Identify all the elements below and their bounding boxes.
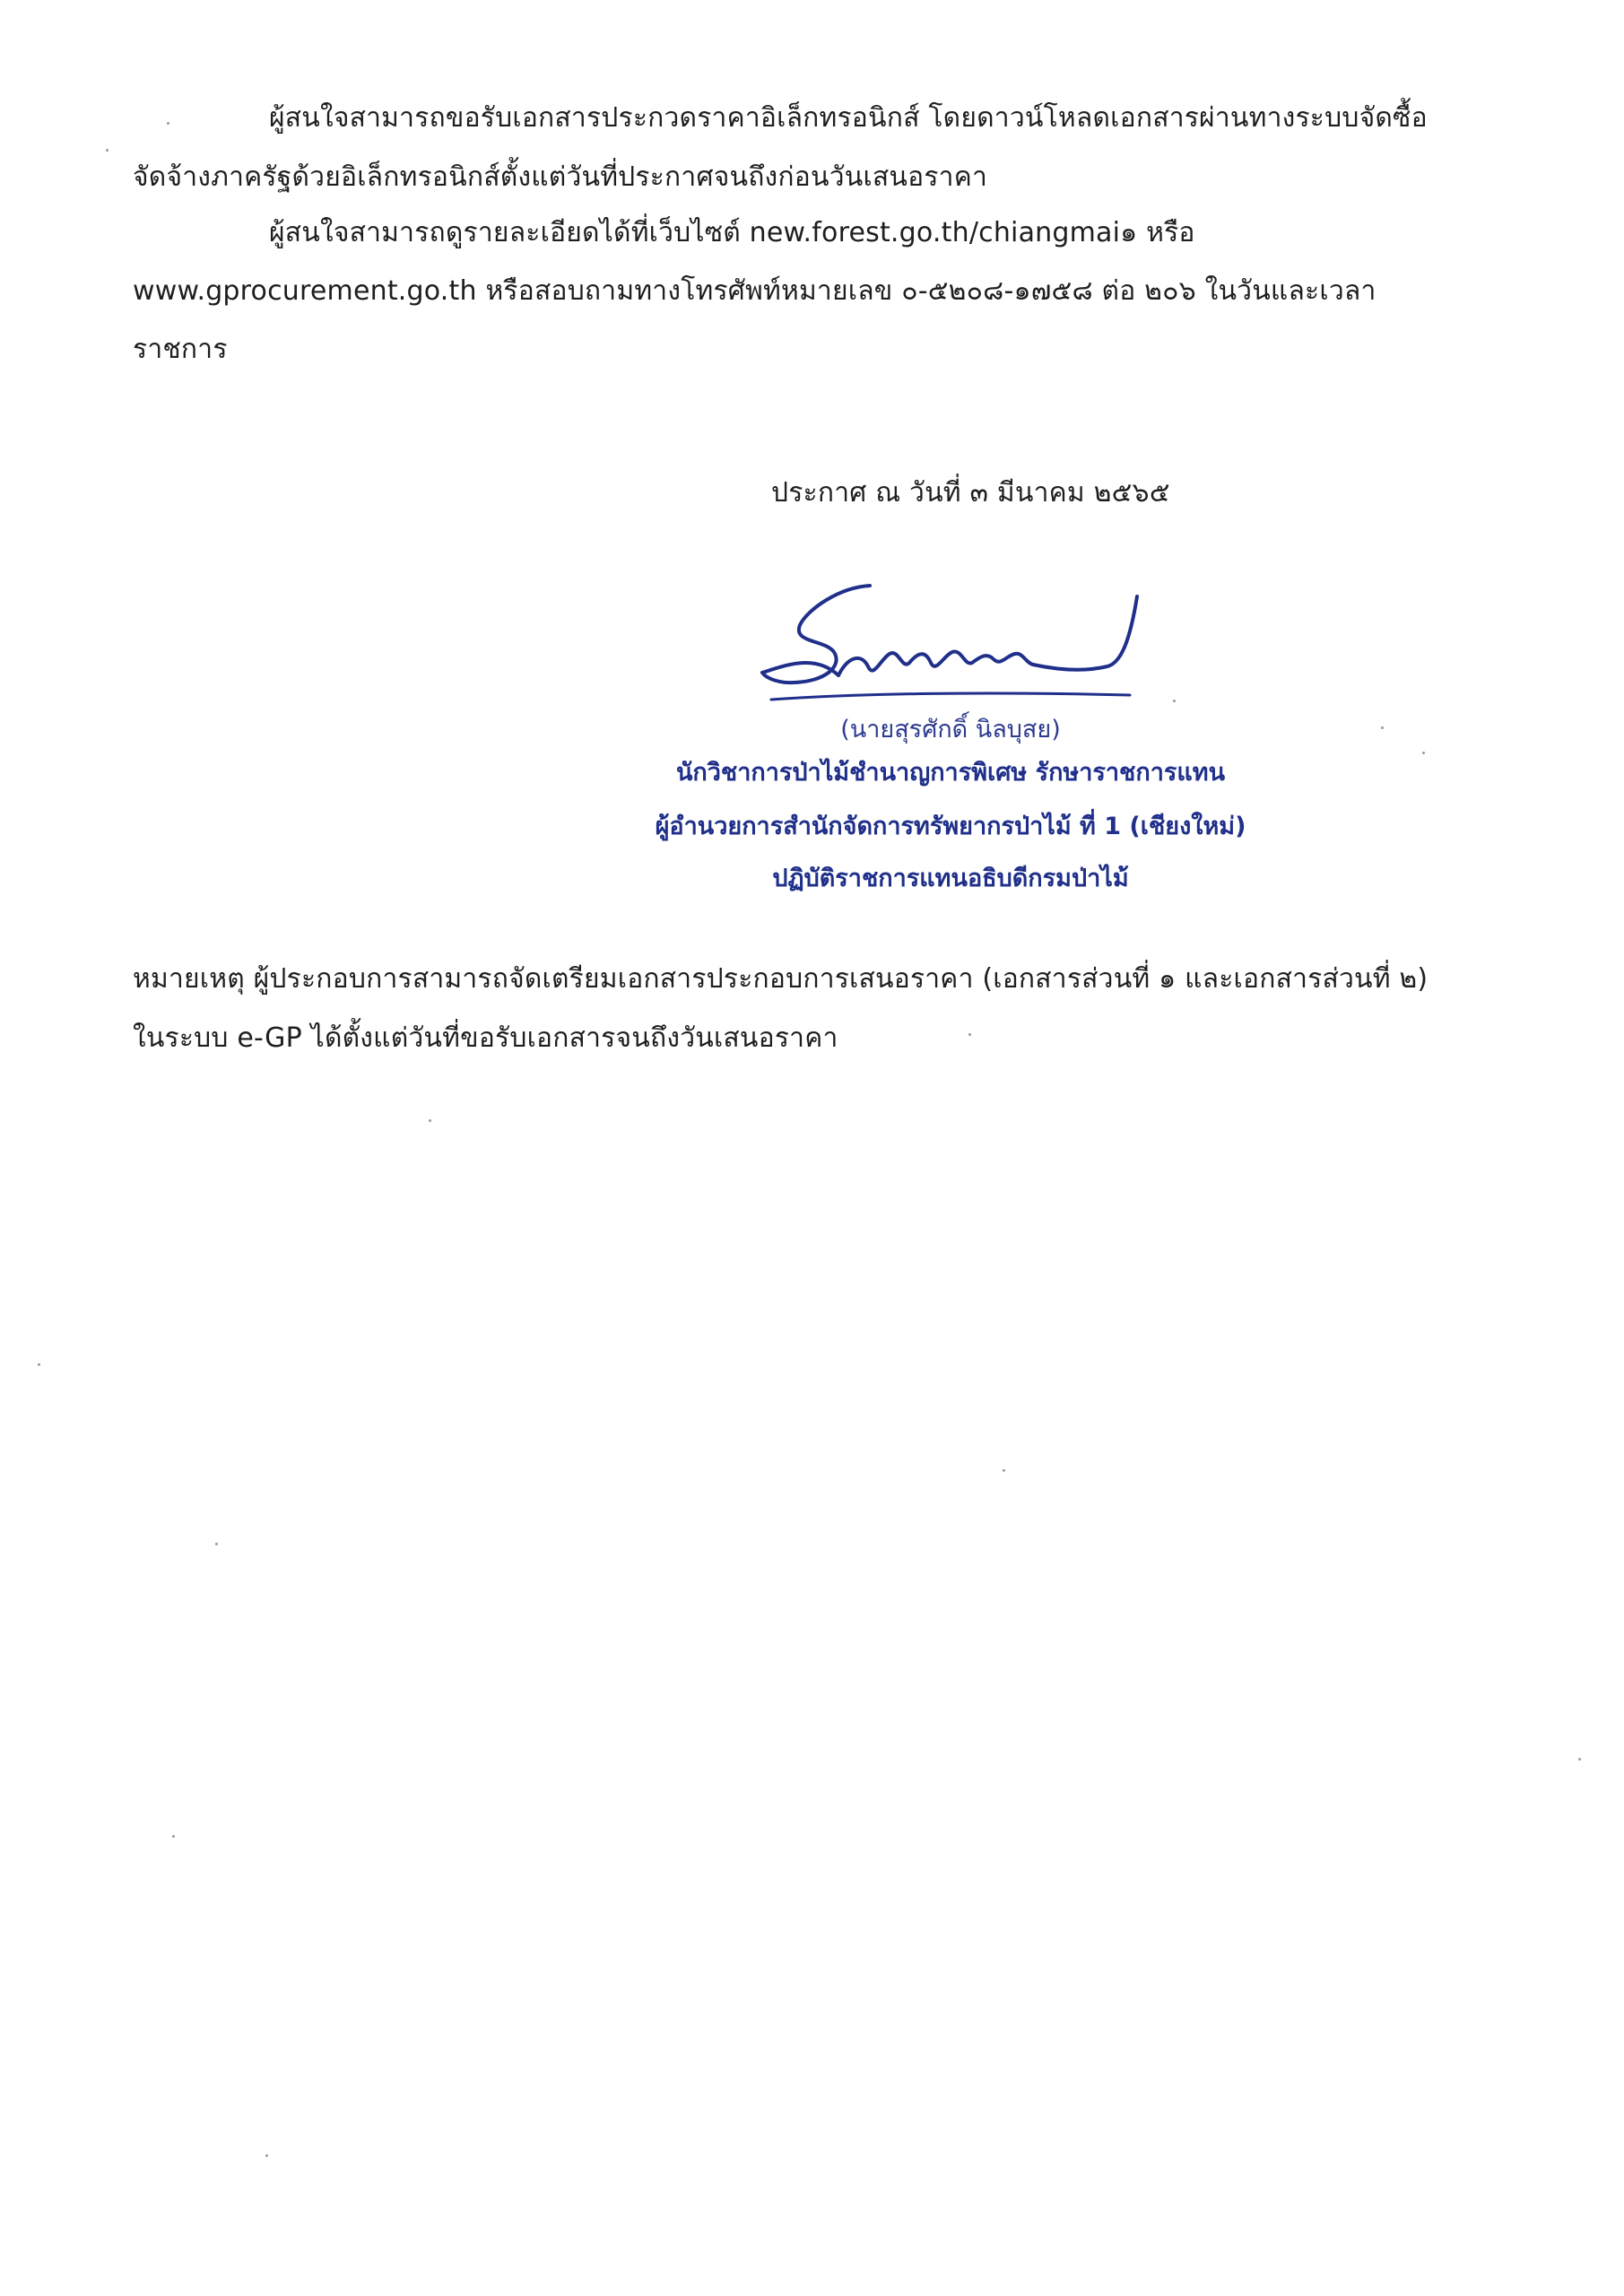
- scan-speck: [1422, 752, 1425, 754]
- scan-speck: [1173, 700, 1176, 702]
- note-line-1: หมายเหตุ ผู้ประกอบการสามารถจัดเตรียมเอกสารประกอบการเสนอราคา (เอกสารส่วนที่ ๑ และเอกสารส่วนที่ ๒): [133, 963, 1429, 995]
- scan-speck: [167, 122, 169, 125]
- scan-speck: [38, 1363, 40, 1366]
- signatory-title-3: ปฏิบัติราชการแทนอธิบดีกรมป่าไม้: [772, 865, 1129, 892]
- paragraph-1-line-1: ผู้สนใจสามารถขอรับเอกสารประกวดราคาอิเล็กทรอนิกส์ โดยดาวน์โหลดเอกสารผ่านทางระบบจัดซื้อ: [269, 102, 1428, 134]
- signature-image: [753, 570, 1184, 713]
- scan-speck: [429, 1119, 431, 1122]
- signatory-title-2: ผู้อำนวยการสำนักจัดการทรัพยากรป่าไม้ ที่ 1 (เชียงใหม่): [655, 813, 1246, 840]
- paragraph-2-line-3: ราชการ: [133, 334, 228, 365]
- scan-speck: [968, 1033, 971, 1036]
- paragraph-2-line-2: www.gprocurement.go.th หรือสอบถามทางโทรศัพท์หมายเลข ๐-๕๒๐๘-๑๗๕๘ ต่อ ๒๐๖ ในวันและเวลา: [133, 275, 1376, 307]
- scan-speck: [1381, 726, 1384, 729]
- scan-speck: [215, 1543, 218, 1545]
- scan-speck: [1578, 1758, 1581, 1761]
- paragraph-1-line-2: จัดจ้างภาครัฐด้วยอิเล็กทรอนิกส์ตั้งแต่วันที่ประกาศจนถึงก่อนวันเสนอราคา: [133, 161, 988, 193]
- scan-speck: [1003, 1469, 1005, 1472]
- scan-speck: [106, 149, 109, 152]
- note-line-2: ในระบบ e-GP ได้ตั้งแต่วันที่ขอรับเอกสารจนถึงวันเสนอราคา: [133, 1022, 838, 1054]
- signatory-title-1: นักวิชาการป่าไม้ชำนาญการพิเศษ รักษาราชการแทน: [675, 759, 1226, 787]
- announcement-date: ประกาศ ณ วันที่ ๓ มีนาคม ๒๕๖๕: [771, 477, 1170, 509]
- scan-speck: [265, 2154, 268, 2157]
- signatory-name: (นายสุรศักดิ์ นิลบุสย): [840, 716, 1061, 744]
- scan-speck: [172, 1835, 175, 1838]
- paragraph-2-line-1: ผู้สนใจสามารถดูรายละเอียดได้ที่เว็บไซต์ new.forest.go.th/chiangmai๑ หรือ: [269, 217, 1195, 248]
